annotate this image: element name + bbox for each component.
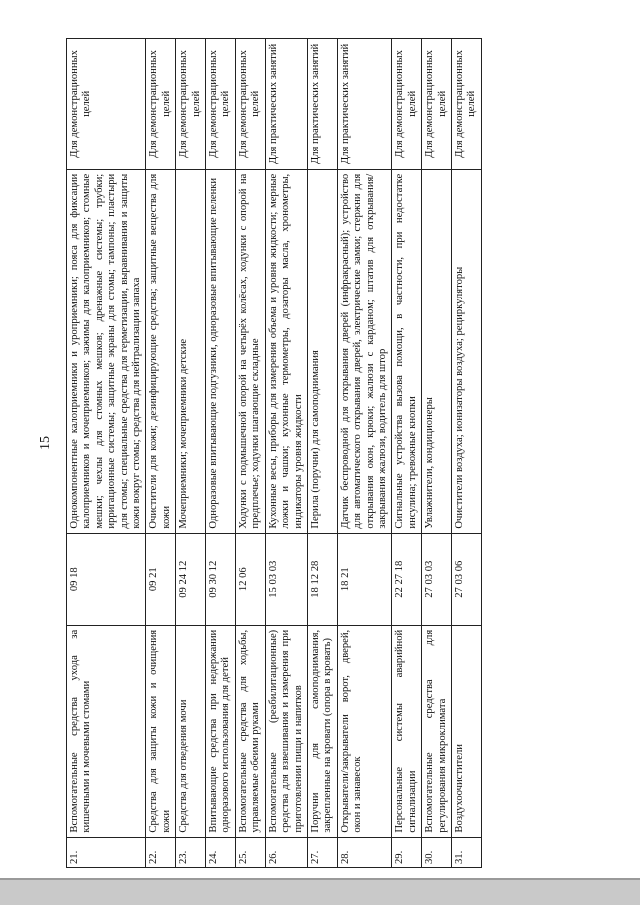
device-items-cell: Увлажнители, кондиционеры bbox=[422, 169, 452, 533]
device-items-cell: Кухонные весы, приборы для измерения объема и уровня жидкости; мерные ложки и чашки; кухонные термометры, дозаторы масла, хронометры, индикаторы уровня жидкости bbox=[265, 169, 307, 533]
row-number-cell: 28. bbox=[337, 837, 392, 867]
classification-code-cell: 12 06 bbox=[235, 533, 265, 625]
table-row bbox=[206, 39, 236, 868]
device-items-cell: Датчик беспроводной для открывания дверей (инфракрасный); устройство для автоматического открывания дверей, электрические замки; стержни для открывания окон, крюки; жалюзи с карданом; штатив для открывания/закрывания жалюзи, водитель для штор bbox=[337, 169, 392, 533]
device-items-cell: Однокомпонентные калоприемники и уроприемники; пояса для фиксации калоприемников и мочеприемников; зажимы для калоприемников; стомные мешки; чехлы для стомных мешков; дренажные системы; трубки; ирригационные системы; защитные экраны для стомы; тампоны; пластыри для стомы; специальные средства для герметизации, выравнивания и защиты кожи вокруг стомы; средства для нейтрализации запаха bbox=[67, 169, 146, 533]
classification-code-cell: 22 27 18 bbox=[392, 533, 422, 625]
purpose-cell: Для практических занятий bbox=[307, 39, 337, 170]
table-row bbox=[265, 39, 307, 868]
equipment-table bbox=[66, 38, 482, 868]
purpose-cell: Для демонстрационных целей bbox=[451, 39, 481, 170]
classification-code-cell: 15 03 03 bbox=[265, 533, 307, 625]
purpose-cell: Для демонстрационных целей bbox=[206, 39, 236, 170]
row-number-cell: 24. bbox=[206, 837, 236, 867]
device-items-cell: Одноразовые впитывающие подгузники, одноразовые впитывающие пеленки bbox=[206, 169, 236, 533]
purpose-cell: Для практических занятий bbox=[337, 39, 392, 170]
table-row bbox=[307, 39, 337, 868]
device-name-cell: Воздухоочистители bbox=[451, 625, 481, 837]
table-row bbox=[422, 39, 452, 868]
row-number-cell: 26. bbox=[265, 837, 307, 867]
classification-code-cell: 09 30 12 bbox=[206, 533, 236, 625]
rotated-table-wrapper bbox=[66, 38, 594, 868]
device-name-cell: Вспомогательные средства ухода за кишечными и мочевыми стомами bbox=[67, 625, 146, 837]
row-number-cell: 21. bbox=[67, 837, 146, 867]
device-name-cell: Вспомогательные (реабилитационные) средства для взвешивания и измерения при приготовлении пищи и напитков bbox=[265, 625, 307, 837]
row-number-cell: 27. bbox=[307, 837, 337, 867]
row-number-cell: 23. bbox=[176, 837, 206, 867]
table-row bbox=[235, 39, 265, 868]
purpose-cell: Для демонстрационных целей bbox=[67, 39, 146, 170]
table-row bbox=[67, 39, 146, 868]
purpose-cell: Для демонстрационных целей bbox=[422, 39, 452, 170]
table-row bbox=[392, 39, 422, 868]
table-row bbox=[337, 39, 392, 868]
classification-code-cell: 09 18 bbox=[67, 533, 146, 625]
device-items-cell: Сигнальные устройства вызова помощи, в частности, при недостатке инсулина; тревожные кнопки bbox=[392, 169, 422, 533]
row-number-cell: 31. bbox=[451, 837, 481, 867]
classification-code-cell: 09 24 12 bbox=[176, 533, 206, 625]
scan-margin-strip bbox=[0, 880, 640, 905]
table-row bbox=[176, 39, 206, 868]
table-row bbox=[451, 39, 481, 868]
device-name-cell: Впитывающие средства при недержании одноразового использования для детей bbox=[206, 625, 236, 837]
purpose-cell: Для демонстрационных целей bbox=[146, 39, 176, 170]
purpose-cell: Для демонстрационных целей bbox=[235, 39, 265, 170]
table-row bbox=[146, 39, 176, 868]
row-number-cell: 29. bbox=[392, 837, 422, 867]
device-name-cell: Поручни для самоподнимания, закрепленные на кровати (опора в кровать) bbox=[307, 625, 337, 837]
device-items-cell: Очистители воздуха; ионизаторы воздуха; рециркуляторы bbox=[451, 169, 481, 533]
device-items-cell: Ходунки с подмышечной опорой на четырёх колёсах, ходунки с опорой на предплечье; ходунки шагающие складные bbox=[235, 169, 265, 533]
device-name-cell: Вспомогательные средства для ходьбы, управляемые обеими руками bbox=[235, 625, 265, 837]
purpose-cell: Для демонстрационных целей bbox=[392, 39, 422, 170]
row-number-cell: 30. bbox=[422, 837, 452, 867]
device-name-cell: Средства для защиты кожи и очищения кожи bbox=[146, 625, 176, 837]
device-items-cell: Очистители для кожи; дезинфицирующие средства; защитные вещества для кожи bbox=[146, 169, 176, 533]
classification-code-cell: 09 21 bbox=[146, 533, 176, 625]
table-body bbox=[67, 39, 482, 868]
row-number-cell: 25. bbox=[235, 837, 265, 867]
device-items-cell: Мочеприемники; мочеприемники детские bbox=[176, 169, 206, 533]
device-name-cell: Средства для отведения мочи bbox=[176, 625, 206, 837]
device-name-cell: Вспомогательные средства для регулирования микроклимата bbox=[422, 625, 452, 837]
classification-code-cell: 18 12 28 bbox=[307, 533, 337, 625]
purpose-cell: Для демонстрационных целей bbox=[176, 39, 206, 170]
classification-code-cell: 27 03 03 bbox=[422, 533, 452, 625]
device-name-cell: Персональные системы аварийной сигнализации bbox=[392, 625, 422, 837]
row-number-cell: 22. bbox=[146, 837, 176, 867]
classification-code-cell: 27 03 06 bbox=[451, 533, 481, 625]
device-items-cell: Перила (поручни) для самоподнимания bbox=[307, 169, 337, 533]
classification-code-cell: 18 21 bbox=[337, 533, 392, 625]
device-name-cell: Открыватели/закрыватели ворот, дверей, окон и занавесок bbox=[337, 625, 392, 837]
purpose-cell: Для практических занятий bbox=[265, 39, 307, 170]
page-number: 15 bbox=[38, 436, 53, 450]
